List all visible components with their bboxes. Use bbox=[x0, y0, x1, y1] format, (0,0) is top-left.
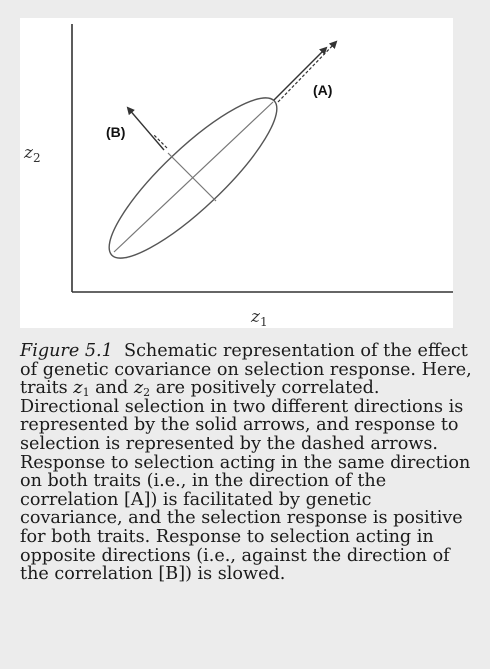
caption-trait-2: z bbox=[133, 378, 144, 399]
figure bbox=[10, 12, 480, 660]
caption-rest: are positively correlated. Directional selection in two different directions is represented by the solid arrows, and response to selection is represented by the dashed arrows. Response to selection acting in the same direction on both traits (i.e., in the direction of the correlation [A]) is facilitated by genetic covariance, and the selection response is positive for both traits. Response to selection acting in opposite directions (i.e., against the direction of the correlation [B]) is slowed. bbox=[20, 378, 471, 585]
label-b: (B) bbox=[106, 124, 126, 140]
diagram-panel bbox=[20, 18, 453, 328]
caption-trait-1: z bbox=[73, 378, 83, 399]
figure-caption bbox=[20, 342, 472, 584]
genetic-covariance-diagram bbox=[20, 18, 453, 328]
label-a: (A) bbox=[313, 82, 333, 98]
ellipse-major-axis bbox=[114, 102, 273, 252]
x-axis-label: $z_1$ bbox=[251, 307, 268, 329]
caption-trait-2-sub: 2 bbox=[143, 386, 151, 400]
caption-and: and bbox=[89, 378, 134, 399]
y-axis-label: $z_2$ bbox=[24, 143, 41, 165]
caption-lead: Schematic representation of the effect of genetic covariance on selection response. Here, traits bbox=[20, 341, 472, 399]
selection-arrow-b bbox=[128, 108, 164, 150]
caption-trait-1-sub: 1 bbox=[82, 386, 90, 400]
figure-number: Figure 5.1 bbox=[20, 341, 113, 361]
